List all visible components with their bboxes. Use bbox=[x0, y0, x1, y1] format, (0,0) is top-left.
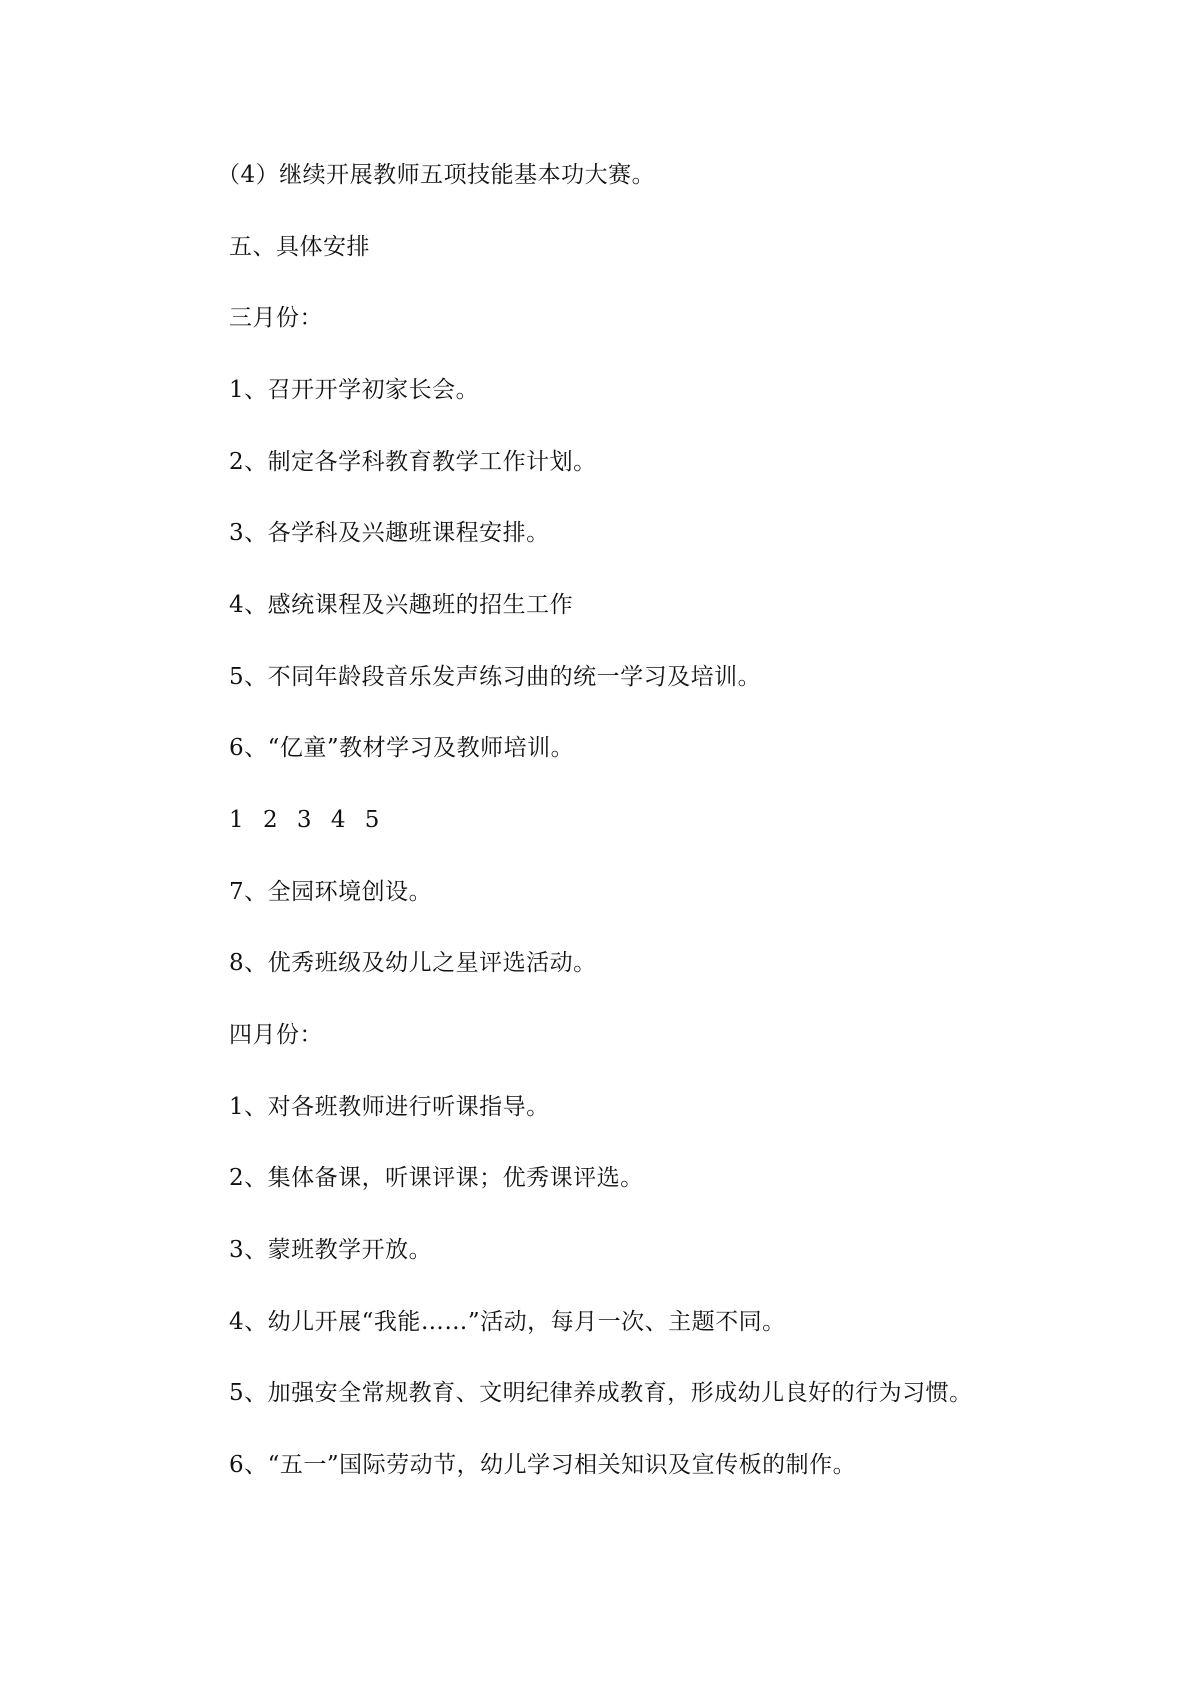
number-sequence: 1 2 3 4 5 bbox=[229, 807, 386, 833]
list-item: 4、感统课程及兴趣班的招生工作 bbox=[229, 592, 574, 618]
list-item: 4、幼儿开展“我能……”活动，每月一次、主题不同。 bbox=[229, 1309, 786, 1335]
list-item: 7、全园环境创设。 bbox=[229, 879, 433, 905]
list-item: 5、加强安全常规教育、文明纪律养成教育，形成幼儿良好的行为习惯。 bbox=[229, 1380, 973, 1406]
list-item: 6、“亿童”教材学习及教师培训。 bbox=[229, 735, 575, 761]
list-item: 3、蒙班教学开放。 bbox=[229, 1237, 433, 1263]
paragraph-skills-contest: （4）继续开展教师五项技能基本功大赛。 bbox=[217, 162, 656, 188]
list-item: 2、制定各学科教育教学工作计划。 bbox=[229, 449, 597, 475]
list-item: 1、召开开学初家长会。 bbox=[229, 377, 480, 403]
month-heading-march: 三月份： bbox=[229, 305, 323, 331]
list-item: 6、“五一”国际劳动节，幼儿学习相关知识及宣传板的制作。 bbox=[229, 1452, 857, 1478]
list-item: 2、集体备课，听课评课；优秀课评选。 bbox=[229, 1165, 644, 1191]
list-item: 3、各学科及兴趣班课程安排。 bbox=[229, 520, 550, 546]
month-heading-april: 四月份： bbox=[229, 1022, 323, 1048]
list-item: 5、不同年龄段音乐发声练习曲的统一学习及培训。 bbox=[229, 664, 762, 690]
list-item: 1、对各班教师进行听课指导。 bbox=[229, 1094, 550, 1120]
section-heading-specific-arrangements: 五、具体安排 bbox=[229, 234, 370, 260]
list-item: 8、优秀班级及幼儿之星评选活动。 bbox=[229, 950, 597, 976]
